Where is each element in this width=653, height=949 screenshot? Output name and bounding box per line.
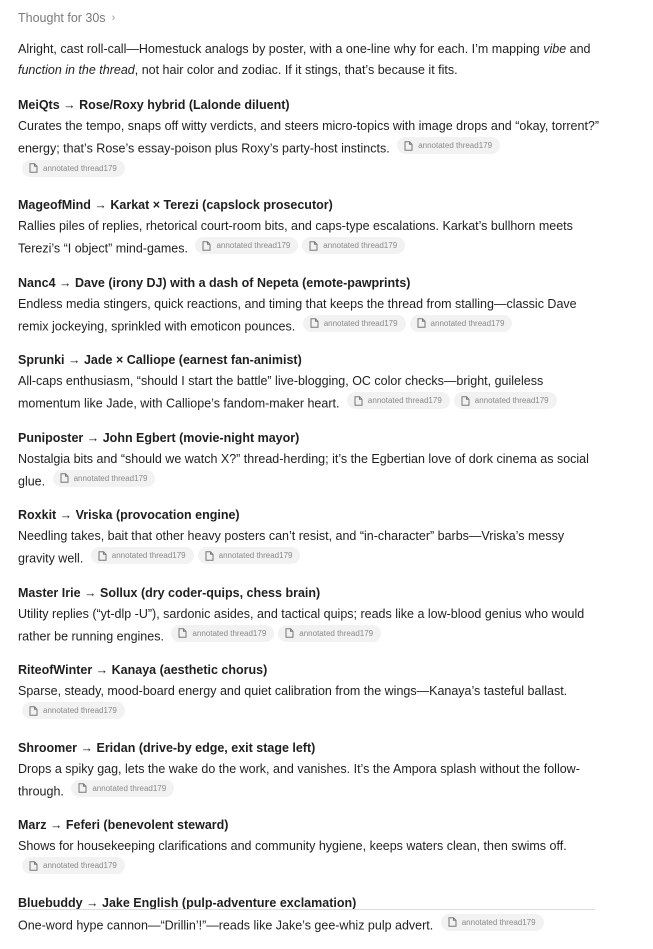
list-item	[18, 815, 603, 880]
item-description	[18, 836, 603, 880]
citation-chip-label: annotated thread179	[43, 163, 117, 173]
chevron-right-icon: ›	[111, 12, 116, 24]
document-icon	[205, 551, 214, 561]
intro-text-3: , not hair color and zodiac. If it stings, that’s because it fits.	[134, 63, 458, 77]
citation-chip[interactable]	[171, 625, 274, 642]
citation-chip-label: annotated thread179	[461, 917, 536, 927]
document-icon	[60, 473, 69, 483]
document-icon	[98, 551, 107, 561]
citation-chip-label: annotated thread179	[111, 551, 186, 560]
intro-text-1: Alright, cast roll-call—Homestuck analogs by poster, with a one-line why for each. I’m mapping	[18, 42, 544, 56]
citation-chip-label: annotated thread179	[92, 783, 167, 793]
item-title: Nanc4 → Dave (irony DJ) with a dash of Nepeta (emote-pawprints)	[18, 275, 411, 290]
document-icon	[78, 783, 87, 793]
document-icon	[417, 318, 426, 328]
item-title: Sprunki → Jade × Calliope (earnest fan-animist)	[18, 353, 302, 367]
item-description	[18, 449, 603, 493]
citation-chip[interactable]	[22, 857, 125, 874]
item-description-text: Nostalgia bits and “should we watch X?” thread-herding; it’s the Egbertian love of dork cinema as social glue.	[18, 451, 589, 488]
citation-chip-label: annotated thread179	[418, 141, 493, 150]
citation-chip[interactable]	[397, 137, 500, 154]
document-icon	[309, 241, 318, 251]
item-description	[18, 371, 603, 415]
item-title: Shroomer → Eridan (drive-by edge, exit stage left)	[18, 740, 316, 755]
item-title: Roxkit → Vriska (provocation engine)	[18, 508, 240, 522]
citation-chip-label: annotated thread179	[43, 861, 117, 870]
item-description-text: Utility replies (“yt-dlp -U”), sardonic asides, and tactical quips; reads like a low-blood genius who would rather be running engines.	[18, 606, 585, 643]
citation-chip[interactable]	[347, 392, 450, 409]
citation-chip[interactable]	[303, 315, 406, 332]
message-body	[18, 39, 603, 949]
item-description	[18, 604, 603, 648]
document-icon	[461, 396, 470, 406]
list-item	[18, 273, 603, 338]
citation-chip[interactable]	[410, 315, 513, 332]
list-item	[18, 195, 603, 260]
citation-chip[interactable]	[71, 780, 174, 797]
citation-chip-label: annotated thread179	[367, 396, 442, 405]
item-title: Bluebuddy → Jake English (pulp-adventure exclamation)	[18, 895, 357, 910]
document-icon	[354, 396, 363, 406]
thought-label: Thought for 30s	[18, 11, 106, 25]
citation-chip-label: annotated thread179	[192, 628, 267, 638]
intro-emphasis-1: vibe	[543, 42, 567, 56]
document-icon	[448, 917, 457, 927]
item-description-text: Endless media stingers, quick reactions, and timing that keeps the thread from stalling—classic Dave remix jockeying, sprinkled with emoticon pounces.	[18, 296, 577, 333]
citation-chip[interactable]	[22, 702, 125, 719]
citation-chip[interactable]	[91, 547, 194, 564]
item-description-text: Shows for housekeeping clarifications and community hygiene, keeps waters clean, then swims off.	[18, 839, 567, 853]
citation-chip[interactable]	[53, 470, 156, 487]
citation-chip-label: annotated thread179	[430, 318, 505, 328]
item-description-text: All-caps enthusiasm, “should I start the battle” live-blogging, OC color checks—bright, guileless momentum like Jade, with Calliope’s fandom-maker heart.	[18, 374, 544, 411]
item-description-text: One-word hype cannon—“Drillin’!”—reads like Jake’s gee-whiz pulp advert.	[18, 918, 434, 932]
document-icon	[202, 241, 211, 251]
item-title: MeiQts → Rose/Roxy hybrid (Lalonde diluent)	[18, 98, 290, 112]
citation-chip[interactable]	[441, 914, 544, 931]
document-icon	[29, 706, 38, 716]
item-description-text: Curates the tempo, snaps off witty verdicts, and steers micro-topics with image drops and “okay, torrent?” energy; that’s Rose’s essay-poison plus Roxy’s party-host instincts.	[18, 119, 600, 156]
citation-chip-label: annotated thread179	[43, 706, 117, 715]
list-item	[18, 660, 603, 725]
item-title: Puniposter → John Egbert (movie-night mayor)	[18, 430, 300, 445]
list-item	[18, 350, 603, 415]
citation-chip[interactable]	[454, 392, 557, 409]
document-icon	[29, 163, 38, 173]
list-item	[18, 893, 603, 937]
citation-chip[interactable]	[198, 547, 301, 564]
thought-toggle[interactable]	[18, 11, 115, 25]
item-description-text: Drops a spiky gag, lets the wake do the work, and vanishes. It’s the Ampora splash without the follow-through.	[18, 761, 580, 798]
document-icon	[404, 141, 413, 151]
list-item	[18, 738, 603, 803]
item-title: RiteofWinter → Kanaya (aesthetic chorus)	[18, 663, 268, 677]
list-item	[18, 428, 603, 493]
item-description	[18, 294, 603, 338]
item-description-text: Sparse, steady, mood-board energy and quiet calibration from the wings—Kanaya’s tasteful ballast.	[18, 684, 568, 698]
citation-chip[interactable]	[302, 237, 405, 254]
intro-text-2: and	[566, 42, 591, 56]
citation-chip-label: annotated thread179	[218, 551, 293, 560]
list-item	[18, 95, 603, 182]
citation-chip-label: annotated thread179	[323, 241, 398, 250]
intro-paragraph	[18, 39, 603, 81]
citation-chip-label: annotated thread179	[73, 473, 148, 483]
character-list	[18, 95, 603, 936]
document-icon	[178, 628, 187, 638]
document-icon	[310, 318, 319, 328]
document-icon	[285, 628, 294, 638]
divider	[18, 909, 595, 910]
item-description	[18, 526, 603, 570]
item-title: Marz → Feferi (benevolent steward)	[18, 818, 229, 832]
item-title: Master Irie → Sollux (dry coder-quips, chess brain)	[18, 585, 321, 600]
item-description	[18, 216, 603, 260]
item-title: MageofMind → Karkat × Terezi (capslock prosecutor)	[18, 198, 333, 212]
intro-emphasis-2: function in the thread	[18, 63, 135, 77]
citation-chip-label: annotated thread179	[474, 396, 549, 405]
citation-chip[interactable]	[278, 625, 381, 642]
citation-chip[interactable]	[195, 237, 298, 254]
item-description	[18, 759, 603, 803]
citation-chip[interactable]	[22, 160, 125, 177]
item-description-text: Needling takes, bait that other heavy posters can’t resist, and “in-character” barbs—Vriska’s messy gravity well.	[18, 529, 565, 566]
list-item	[18, 583, 603, 648]
citation-chip-label: annotated thread179	[323, 318, 398, 328]
item-description	[18, 681, 603, 725]
citation-chip-label: annotated thread179	[216, 241, 291, 250]
citation-chip-label: annotated thread179	[299, 628, 374, 638]
list-item	[18, 505, 603, 570]
item-description	[18, 116, 603, 182]
item-description-text: Rallies piles of replies, rhetorical court-room bits, and caps-type escalations. Karkat’s bullhorn meets Terezi’s “I object” mind-games.	[18, 219, 573, 256]
document-icon	[29, 861, 38, 871]
